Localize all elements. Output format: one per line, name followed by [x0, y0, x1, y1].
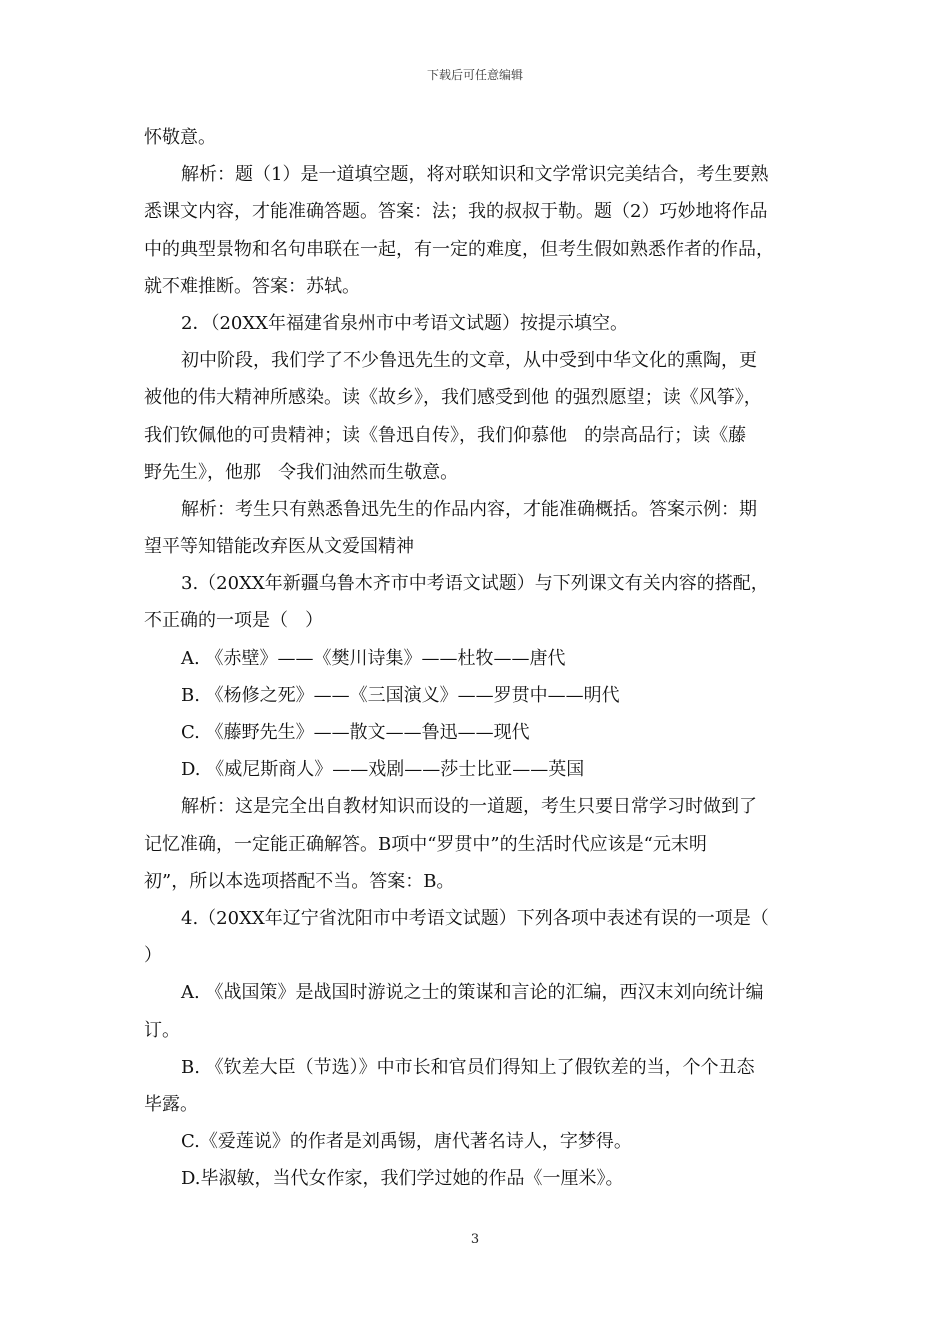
text-line: 解析：考生只有熟悉鲁迅先生的作品内容，才能准确概括。答案示例：期 [181, 498, 757, 520]
text-line: 4.（20XX年辽宁省沈阳市中考语文试题）下列各项中表述有误的一项是（ [181, 907, 769, 929]
text-line: 初中阶段，我们学了不少鲁迅先生的文章，从中受到中华文化的熏陶，更 [181, 350, 757, 372]
text-line: 悉课文内容，才能准确答题。答案：法；我的叔叔于勒。题（2）巧妙地将作品 [144, 201, 768, 223]
text-line: 被他的伟大精神所感染。读《故乡》，我们感受到他 的强烈愿望；读《风筝》， [144, 387, 762, 409]
text-line: 初”，所以本选项搭配不当。答案：B。 [144, 870, 455, 892]
text-line: C.《爱莲说》的作者是刘禹锡，唐代著名诗人，字梦得。 [181, 1131, 632, 1153]
text-line: 订。 [144, 1019, 180, 1041]
text-line: C. 《藤野先生》——散文——鲁迅——现代 [181, 722, 530, 743]
text-line: 解析：这是完全出自教材知识而设的一道题，考生只要日常学习时做到了 [181, 796, 757, 818]
text-line: 野先生》，他那 令我们油然而生敬意。 [144, 461, 459, 483]
text-line: 解析：题（1）是一道填空题，将对联知识和文学常识完美结合，考生要熟 [181, 164, 769, 186]
page-number: 3 [470, 1232, 480, 1247]
document-body [144, 119, 824, 1197]
text-line: 中的典型景物和名句串联在一起，有一定的难度，但考生假如熟悉作者的作品， [144, 238, 774, 260]
text-line: 怀敬意。 [144, 127, 216, 148]
text-line: D. 《威尼斯商人》——戏剧——莎士比亚——英国 [181, 759, 585, 781]
text-line: 不正确的一项是（ ） [144, 610, 324, 632]
text-line: B. 《钦差大臣（节选）》中市长和官员们得知上了假钦差的当，个个丑态 [181, 1056, 755, 1078]
text-line: 我们钦佩他的可贵精神；读《鲁迅自传》，我们仰慕他 的崇高品行；读《藤 [144, 424, 747, 446]
text-line: B. 《杨修之死》——《三国演义》——罗贯中——明代 [181, 684, 620, 706]
text-line: 3.（20XX年新疆乌鲁木齐市中考语文试题）与下列课文有关内容的搭配， [181, 573, 769, 595]
text-line: D.毕淑敏，当代女作家，我们学过她的作品《一厘米》。 [181, 1168, 624, 1190]
text-line: A. 《赤壁》——《樊川诗集》——杜牧——唐代 [181, 647, 566, 669]
page-header: 下载后可任意编辑 [426, 68, 523, 82]
text-line: 望平等知错能改弃医从文爱国精神 [144, 536, 414, 558]
text-line: 毕露。 [144, 1093, 198, 1115]
text-line: ） [144, 945, 162, 967]
text-line: 记忆准确，一定能正确解答。B项中“罗贯中”的生活时代应该是“元末明 [144, 833, 707, 855]
text-line: 就不难推断。答案：苏轼。 [144, 275, 360, 297]
text-line: 2．（20XX年福建省泉州市中考语文试题）按提示填空。 [181, 312, 628, 334]
text-line: A. 《战国策》是战国时游说之士的策谋和言论的汇编，西汉末刘向统计编 [181, 982, 764, 1004]
